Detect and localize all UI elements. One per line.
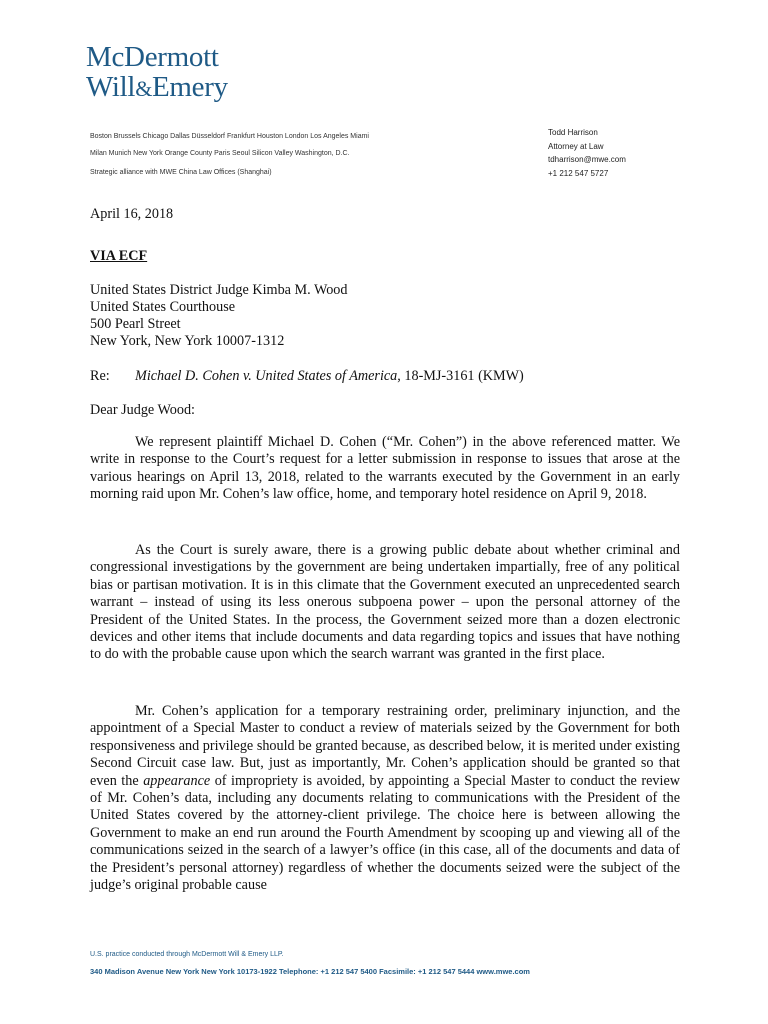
paragraph-3-part-b: of impropriety is avoided, by appointing a Special Master to conduct the review of Mr. Cohen’s data, including any documents relating to communications with the President of the United States covered by the attorney-client privilege. The choice here is between allowing the Government to make an end run around the Fourth Amendment by scooping up and viewing all of the communications seized in the search of a lawyer’s office (in this case, all of the documents and data of the President’s personal attorney) regardless of whether the documents seized were the subject of the judge’s original probable cause [90, 772, 680, 894]
case-title: Michael D. Cohen v. United States of America [135, 368, 398, 384]
recipient-address [90, 282, 348, 350]
firm-logo-line1: McDermott [86, 41, 219, 73]
address-line: New York, New York 10007-1312 [90, 333, 285, 349]
sender-email: tdharrison@mwe.com [548, 155, 626, 164]
paragraph-3-emphasis: appearance [143, 772, 211, 789]
sender-phone: +1 212 547 5727 [548, 168, 609, 178]
address-line: 500 Pearl Street [90, 316, 181, 332]
address-line: United States Courthouse [90, 299, 236, 315]
paragraph-2: As the Court is surely aware, there is a growing public debate about whether criminal and congressional investigations by the government are being undertaken impartially, free of any political bias or partisan motivation. It is in this climate that the Government executed an unprecedented search warrant – instead of using its less onerous subpoena power – upon the personal attorney of the President of the United States. In the process, the Government seized more than a dozen electronic devices and other items that include documents and data regarding topics and issues that have nothing to do with the probable cause upon which the search warrant was granted in the first place. [90, 542, 680, 663]
re-label: Re: [90, 368, 110, 384]
sender-title: Attorney at Law [548, 141, 604, 151]
footer-contact: 340 Madison Avenue New York New York 10173-1922 Telephone: +1 212 547 5400 Facsimile: +1 212 547 5444 www.mwe.com [90, 967, 530, 976]
paragraph-3 [90, 703, 680, 894]
sender-name: Todd Harrison [548, 128, 598, 137]
sender-block [548, 126, 626, 180]
strategic-alliance: Strategic alliance with MWE China Law Offices (Shanghai) [90, 169, 272, 176]
firm-logo-line2 [86, 72, 228, 104]
address-line: United States District Judge Kimba M. Wood [90, 282, 348, 298]
office-list [90, 128, 369, 181]
footer-practice-note: U.S. practice conducted through McDermott Will & Emery LLP. [90, 951, 284, 958]
office-list-line2: Milan Munich New York Orange County Paris Seoul Silicon Valley Washington, D.C. [90, 150, 350, 157]
page-footer [90, 948, 530, 979]
letter-date: April 16, 2018 [90, 206, 174, 222]
firm-logo-emery: Emery [152, 71, 228, 103]
re-line [90, 368, 524, 385]
delivery-method: VIA ECF [90, 248, 148, 264]
salutation: Dear Judge Wood: [90, 402, 195, 418]
case-number: , 18-MJ-3161 (KMW) [397, 368, 524, 384]
office-list-line1: Boston Brussels Chicago Dallas Düsseldorf Frankfurt Houston London Los Angeles Miami [90, 133, 369, 140]
paragraph-3-part-a: Mr. Cohen’s application for a temporary restraining order, preliminary injunction, and the appointment of a Special Master to conduct a review of materials seized by the Government for both responsiveness and privilege should be granted because, as described below, it is merited under existing Second Circuit case law. But, just as importantly, Mr. Cohen’s application should be granted so that even the [90, 703, 680, 789]
firm-logo [86, 42, 228, 104]
paragraph-1: We represent plaintiff Michael D. Cohen (“Mr. Cohen”) in the above referenced matter. We write in response to the Court’s request for a letter submission in response to issues that arose at the various hearings on April 13, 2018, related to the warrants executed by the Government in an early morning raid upon Mr. Cohen’s law office, home, and temporary hotel residence on April 9, 2018. [90, 434, 680, 503]
firm-logo-ampersand: & [135, 76, 152, 101]
firm-logo-will: Will [86, 71, 136, 103]
